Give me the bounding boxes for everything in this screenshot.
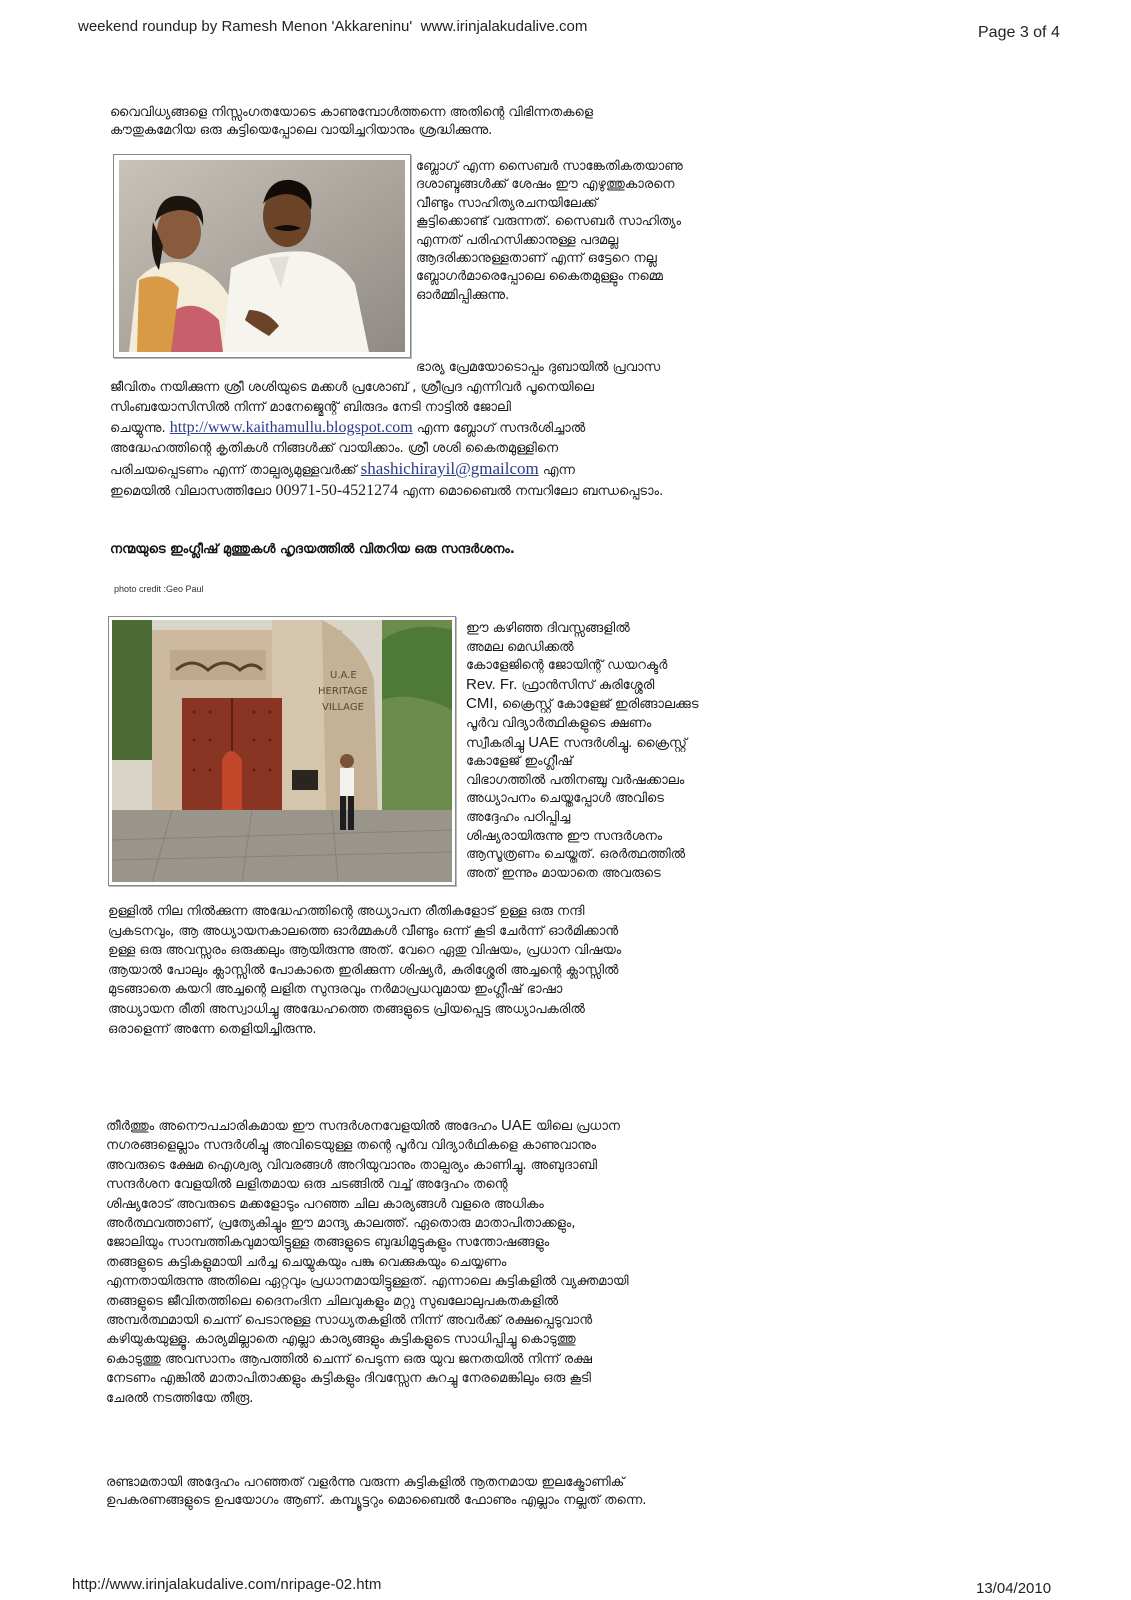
text-line: അവരുടെ ക്ഷേമ ഐശ്വര്യ വിവരങ്ങൾ അറിയുവാനും താല്പര്യം കാണിച്ചു. അബുദാബി — [106, 1157, 598, 1173]
text-fragment: സ്വീകരിച്ചു — [466, 735, 525, 751]
header-site: www.irinjalakudalive.com — [420, 18, 588, 35]
text-fragment: Rev. Fr. — [466, 675, 518, 693]
informal-visit-paragraph — [106, 1116, 629, 1408]
text-line: പൂർവ വിദ്യാർത്ഥികളുടെ ക്ഷണം — [466, 715, 652, 731]
footer-url: http://www.irinjalakudalive.com/nripage-02.htm — [72, 1576, 382, 1593]
text-line: ജീവിതം നയിക്കുന്ന ശ്രീ ശശിയുടെ മക്കൾ പ്രശോബ് , ശ്രീപ്രദ എന്നിവർ പൂനെയിലെ — [110, 380, 594, 395]
text-line: ഉള്ളിൽ നില നിൽക്കുന്ന അദ്ധേഹത്തിന്റെ അധ്യാപന രീതികളോട് ഉള്ള ഒരു നന്ദി — [108, 904, 585, 919]
final-paragraph — [106, 1474, 646, 1511]
text-fragment: പരിചയപ്പെടണം എന്ന് താല്പര്യമുള്ളവർക്ക് — [110, 463, 357, 478]
text-line: കൂട്ടിക്കൊണ്ട് വരുന്നത്. സൈബർ സാഹിത്യം — [416, 214, 682, 230]
heritage-village-image — [112, 620, 452, 882]
email-link[interactable]: shashichirayil@gmailcom — [360, 459, 539, 478]
visit-paragraph — [466, 620, 699, 883]
text-fragment: UAE — [528, 733, 560, 751]
text-line: അധ്യായന രീതി അസ്വാധിച്ചു അദ്ധേഹത്തെ തങ്ങളുടെ പ്രിയപ്പെട്ട അധ്യാപകരിൽ — [108, 1001, 585, 1017]
text-line — [110, 459, 663, 481]
text-line: അദ്ദേഹം പഠിപ്പിച്ച — [466, 809, 571, 825]
text-line: തങ്ങളുടെ ജീവിതത്തിലെ ദൈനംദിന ചിലവുകളും മറ്റു സുഖലോലുപകതകളിൽ — [106, 1293, 559, 1309]
text-line: വിഭാഗത്തിൽ പതിനഞ്ചു വർഷക്കാലം — [466, 772, 685, 788]
intro-paragraph — [110, 104, 593, 141]
page-number: Page 3 of 4 — [978, 24, 1060, 41]
text-line: രണ്ടാമതായി അദ്ദേഹം പറഞ്ഞത് വളർന്നു വരുന്ന കുട്ടികളിൽ നൂതനമായ ഇലക്ട്രോണിക് — [106, 1475, 625, 1490]
text-fragment: എന്ന മൊബൈൽ നമ്പറിലോ ബന്ധപ്പെടാം. — [402, 484, 664, 499]
text-line — [466, 676, 699, 696]
text-line: ഓർമ്മിപ്പിക്കുന്നു. — [416, 287, 510, 303]
text-line: എന്നതായിരുന്നു അതിലെ ഏറ്റവും പ്രധാനമായിട്ടുള്ളത്. എന്നാലെ കുട്ടികളിൽ വ്യക്തമായി — [106, 1274, 629, 1290]
heritage-village-photo — [108, 616, 456, 886]
text-fragment: UAE — [501, 1117, 532, 1134]
text-line: വൈവിധ്യങ്ങളെ നിസ്സംഗതയോടെ കാണുമ്പോൾത്തന്നെ അതിന്റെ വിഭിന്നതകളെ — [110, 105, 594, 120]
sign-text: U.A.E — [330, 670, 357, 681]
text-line: ബ്ലോഗ് എന്ന സൈബർ സാങ്കേതികതയാണു — [416, 159, 683, 174]
text-line: കഴിയുകയുള്ളൂ. കാര്യമില്ലാതെ എല്ലാ കാര്യങ്ങളും കുട്ടികളുടെ സാധിപ്പിച്ചു കൊടുത്തു — [106, 1332, 576, 1348]
text-line: ഭാര്യ പ്രേമയോടൊപ്പം ദുബായിൽ പ്രവാസ — [416, 360, 661, 375]
text-line — [110, 481, 663, 502]
visit-paragraph-continued — [108, 902, 621, 1039]
text-line: ദശാബ്ദങ്ങൾക്ക് ശേഷം ഈ എഴുത്തുകാരനെ — [416, 177, 675, 193]
text-line: ഉപകരണങ്ങളുടെ ഉപയോഗം ആണ്. കമ്പ്യൂട്ടറും മൊബൈൽ ഫോണും എല്ലാം നല്ലത് തന്നെ. — [106, 1493, 647, 1509]
text-fragment: CMI, — [466, 695, 498, 713]
text-fragment: യിലെ പ്രധാന — [536, 1119, 620, 1134]
text-line: ഒരാളെന്ന് അന്നേ തെളിയിച്ചിരുന്നു. — [108, 1021, 317, 1037]
text-line: സിംബയോസിസിൽ നിന്ന് മാനേജ്മെന്റ് ബിരുദം നേടി നാട്ടിൽ ജോലി — [110, 400, 511, 415]
text-line: ആയാൽ പോലും ക്ലാസ്സിൽ പോകാതെ ഇരിക്കുന്ന ശിഷ്യർ, കുരിശ്ശേരി അച്ചന്റെ ക്ലാസ്സിൽ — [108, 962, 619, 978]
text-line: അർത്ഥവത്താണ്, പ്രത്യേകിച്ചും ഈ മാന്ദ്യ കാലത്ത്. ഏതൊരു മാതാപിതാക്കളും, — [106, 1216, 576, 1232]
text-line: അദ്ധേഹത്തിന്റെ കൃതികൾ നിങ്ങൾക്ക് വായിക്കാം. ശ്രീ ശശി കൈതമുള്ളിനെ — [110, 441, 559, 456]
text-line: അത് ഇന്നും മായാതെ അവരുടെ — [466, 865, 661, 881]
text-line: ആദരിക്കാനുള്ളതാണ് എന്ന് ഒട്ടേറെ നല്ല — [416, 251, 657, 267]
header-line — [78, 18, 587, 35]
couple-photo-image — [119, 160, 405, 352]
text-line: പ്രകടനവും, ആ അധ്യായനകാലത്തെ ഓർമ്മകൾ വീണ്ടും ഒന്ന് കൂടി ചേർന്ന് ഓർമിക്കാൻ — [108, 923, 619, 939]
blog-paragraph — [416, 158, 683, 305]
text-fragment: ചെയ്യുന്നു. — [110, 421, 166, 436]
text-line: ജോലിയും സാമ്പത്തികവുമായിട്ടുള്ള തങ്ങളുടെ ബുദ്ധിമുട്ടുകളും സന്തോഷങ്ങളും — [106, 1235, 550, 1251]
text-line: എന്നത് പരിഹസിക്കാനുള്ള പദമല്ല — [416, 232, 619, 248]
text-line: ചേരൽ നടത്തിയേ തീരൂ. — [106, 1390, 254, 1406]
wife-paragraph — [110, 358, 663, 502]
text-line: ഈ കഴിഞ്ഞ ദിവസ്സങ്ങളിൽ — [466, 621, 630, 636]
text-line: മുടങ്ങാതെ കയറി അച്ചന്റെ ലളിത സുന്ദരവും നർമാപ്രധവുമായ ഇംഗ്ലീഷ് ഭാഷാ — [108, 982, 563, 998]
text-line: കൊടുത്തു അവസാനം ആപത്തിൽ ചെന്ന് പെടുന്ന ഒരു യുവ ജനതയിൽ നിന്ന് രക്ഷ — [106, 1351, 593, 1367]
text-line: നഗരങ്ങളെല്ലാം സന്ദർശിച്ചു അവിടെയുള്ള തന്റെ പൂർവ വിദ്യാർഥികളെ കാണുവാനും — [106, 1138, 597, 1154]
text-line — [106, 1116, 629, 1136]
text-line: തങ്ങളുടെ കുട്ടികളുമായി ചർച്ച ചെയ്യുകയും പങ്കു വെക്കുകയും ചെയ്യണം — [106, 1254, 507, 1270]
text-line: കോളേജിന്റെ ജോയിന്റ് ഡയറക്ടർ — [466, 658, 668, 674]
text-line: ഉള്ള ഒരു അവസ്സരം ഒരുക്കലും ആയിരുന്നു അത്. വേറെ ഏതു വിഷയം, പ്രധാന വിഷയം — [108, 943, 622, 959]
sign-text: VILLAGE — [322, 702, 364, 713]
sign-text: HERITAGE — [318, 686, 368, 697]
couple-photo — [113, 154, 411, 358]
phone-number: 00971-50-4521274 — [275, 482, 399, 499]
photo-credit: photo credit :Geo Paul — [114, 584, 204, 594]
text-line: സന്ദർശന വേളയിൽ ലളിതമായ ഒരു ചടങ്ങിൽ വച്ച് അദ്ദേഹം തന്റെ — [106, 1177, 508, 1193]
text-line: അധ്യാപനം ചെയ്തപ്പോൾ അവിടെ — [466, 791, 664, 807]
footer-date: 13/04/2010 — [976, 1580, 1052, 1597]
text-line: വീണ്ടും സാഹിത്യരചനയിലേക്ക് — [416, 195, 598, 211]
text-fragment: ക്രൈസ്റ്റ് കോളേജ് ഇരിങ്ങാലക്കുട — [501, 697, 699, 713]
blog-link[interactable]: http://www.kaithamullu.blogspot.com — [169, 419, 413, 436]
section-heading: നന്മയുടെ ഇംഗ്ലീഷ് മുത്തുകൾ ഹൃദയത്തിൽ വിതറിയ ഒരു സന്ദർശനം. — [110, 542, 515, 557]
text-fragment: ഫ്രാൻസിസ് കുരിശ്ശേരി — [521, 677, 655, 693]
text-line: ശിഷ്യരോട് അവരുടെ മക്കളോടും പറഞ്ഞ ചില കാര്യങ്ങൾ വളരെ അധികം — [106, 1196, 544, 1212]
text-fragment: സന്ദർശിച്ചു. ക്രൈസ്റ്റ് — [563, 735, 687, 751]
text-line: ശിഷ്യരായിരുന്നു ഈ സന്ദർശനം — [466, 828, 663, 844]
text-fragment: ഇമെയിൽ വിലാസത്തിലോ — [110, 484, 272, 499]
text-fragment: എന്ന ബ്ലോഗ് സന്ദർശിച്ചാൽ — [416, 421, 586, 436]
text-fragment: തീർത്തും അനൌപചാരികമായ ഈ സന്ദർശനവേളയിൽ അദേഹം — [106, 1119, 497, 1134]
text-line: അമല മെഡിക്കൽ — [466, 639, 574, 655]
text-line — [110, 418, 663, 439]
text-line: ബ്ലോഗർമാരെപ്പോലെ കൈതമുള്ളും നമ്മെ — [416, 269, 663, 285]
text-line: ആസൂത്രണം ചെയ്തത്. ഒരർത്ഥത്തിൽ — [466, 847, 686, 863]
text-line — [466, 695, 699, 715]
text-line — [466, 734, 699, 754]
text-line: കോളേജ് ഇംഗ്ലീഷ് — [466, 754, 573, 770]
header-title: weekend roundup by Ramesh Menon 'Akkareninu' — [78, 18, 413, 35]
text-line: നേടണം എങ്കിൽ മാതാപിതാക്കളും കുട്ടികളും ദിവസ്സേന കുറച്ചു നേരമെങ്കിലും ഒരു കൂടി — [106, 1371, 591, 1387]
text-line: അമ്പർത്ഥമായി ചെന്ന് പെടാനുള്ള സാധ്യതകളിൽ നിന്ന് അവർക്ക് രക്ഷപ്പെടുവാൻ — [106, 1313, 593, 1329]
text-fragment: എന്ന — [542, 463, 575, 478]
text-line: കൗതുകമേറിയ ഒരു കുട്ടിയെപ്പോലെ വായിച്ചറിയാനും ശ്രദ്ധിക്കുന്നു. — [110, 123, 493, 139]
